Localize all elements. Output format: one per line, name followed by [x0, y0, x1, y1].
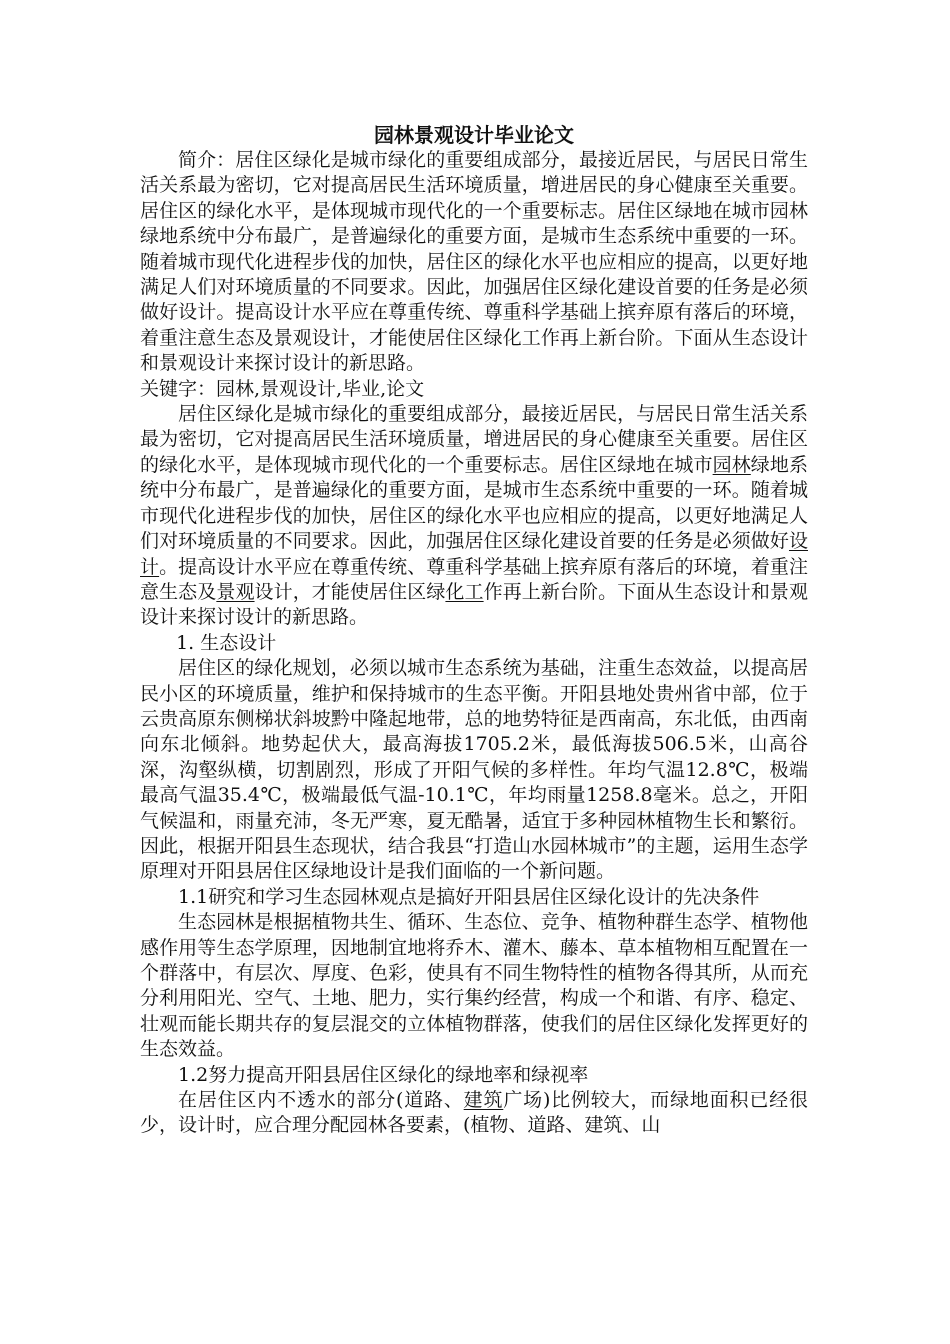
intro-text-3: 。提高设计水平应在尊重传统、尊重科学基础上摈弃原有落后的环境，着重注意生态及: [140, 555, 808, 603]
section-1-paragraph: 居住区的绿化规划，必须以城市生态系统为基础，注重生态效益，以提高居民小区的环境质量，维护和保持城市的生态平衡。开阳县地处贵州省中部，位于云贵高原东侧梯状斜坡黔中隆起地带，总的地势特征是西南高，东北低，由西南向东北倾斜。地势起伏大，最高海拔1705.2米，最低海拔506.5米，山高谷深，沟壑纵横，切割剧烈，形成了开阳气候的多样性。年均气温12.8℃，极端最高气温35.4℃，极端最低气温-10.1℃，年均雨量1258.8毫米。总之，开阳气候温和，雨量充沛，冬无严寒，夏无酷暑，适宜于多种园林植物生长和繁衍。因此，根据开阳县生态现状，结合我县“打造山水园林城市”的主题，运用生态学原理对开阳县居住区绿地设计是我们面临的一个新问题。: [140, 657, 808, 883]
section-1-2-text-a: 在居住区内不透水的部分(道路、: [178, 1089, 464, 1112]
intro-paragraph: [140, 402, 808, 631]
intro-text-2: 绿地系统中分布最广，是普遍绿化的重要方面，是城市生态系统中重要的一环。随着城市现代化进程步伐的加快，居住区的绿化水平也应相应的提高，以更好地满足人们对环境质量的不同要求。因此，加强居住区绿化建设首要的任务是必须做好: [140, 453, 808, 553]
link-jingguan[interactable]: 景观: [216, 580, 255, 603]
section-1-heading: 1. 生态设计: [176, 631, 277, 654]
intro-text-5: 作再上新台阶。下面从生态设计和景观设计来探讨设计的新思路。: [140, 580, 808, 629]
section-1-1-heading: 1.1研究和学习生态园林观点是搞好开阳县居住区绿化设计的先决条件: [178, 885, 760, 908]
abstract-paragraph: 简介：居住区绿化是城市绿化的重要组成部分，最接近居民，与居民日常生活关系最为密切，它对提高居民生活环境质量，增进居民的身心健康至关重要。居住区的绿化水平，是体现城市现代化的一个重要标志。居住区绿地在城市园林绿地系统中分布最广，是普遍绿化的重要方面，是城市生态系统中重要的一环。随着城市现代化进程步伐的加快，居住区的绿化水平也应相应的提高，以更好地满足人们对环境质量的不同要求。因此，加强居住区绿化建设首要的任务是必须做好设计。提高设计水平应在尊重传统、尊重科学基础上摈弃原有落后的环境，着重注意生态及景观设计，才能使居住区绿化工作再上新台阶。下面从生态设计和景观设计来探讨设计的新思路。: [140, 149, 808, 375]
section-1-2-paragraph: [140, 1088, 808, 1139]
section-1-1-paragraph: 生态园林是根据植物共生、循环、生态位、竞争、植物种群生态学、植物他感作用等生态学原理，因地制宜地将乔木、灌木、藤本、草本植物相互配置在一个群落中，有层次、厚度、色彩，使具有不同生物特性的植物各得其所，从而充分利用阳光、空气、土地、肥力，实行集约经营，构成一个和谐、有序、稳定、壮观而能长期共存的复层混交的立体植物群落，使我们的居住区绿化发挥更好的生态效益。: [140, 911, 808, 1061]
document-title: 园林景观设计毕业论文: [374, 123, 574, 147]
intro-text-4: 设计，才能使居住区绿: [254, 580, 446, 603]
link-jianzhu[interactable]: 建筑: [463, 1089, 504, 1112]
link-huagong[interactable]: 化工: [445, 580, 484, 603]
section-1-2-text-b: 广场)比例较大，而绿地面积已经很少，设计时，应合理分配园林各要素，(植物、道路、建筑、山: [140, 1089, 808, 1137]
document-page: [140, 122, 808, 1139]
intro-text-1: 居住区绿化是城市绿化的重要组成部分，最接近居民，与居民日常生活关系最为密切，它对提高居民生活环境质量，增进居民的身心健康至关重要。居住区的绿化水平，是体现城市现代化的一个重要标志。居住区绿地在城市: [140, 403, 808, 476]
link-sheji[interactable]: 设计: [140, 530, 808, 578]
link-yuanlin[interactable]: 园林: [712, 453, 751, 476]
section-1-2-heading: 1.2努力提高开阳县居住区绿化的绿地率和绿视率: [178, 1063, 589, 1086]
keywords-line: 关键字：园林,景观设计,毕业,论文: [140, 377, 425, 400]
